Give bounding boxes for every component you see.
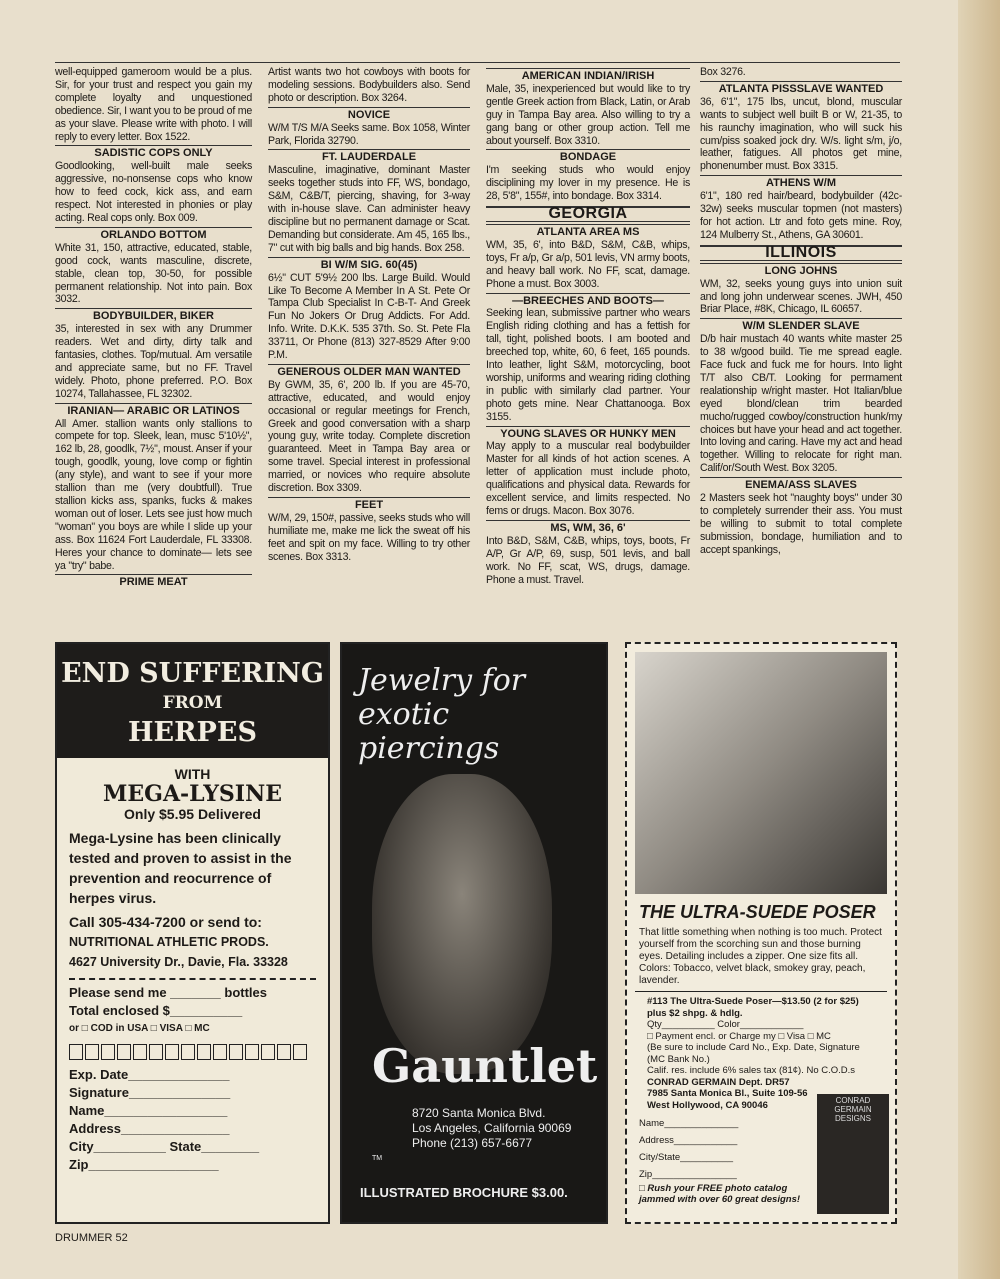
trademark: TM [372,1155,383,1162]
headline: FROM [162,693,223,713]
state-heading: ILLINOIS [700,245,902,261]
gauntlet-ad [340,642,608,1224]
ad-text: D/b hair mustach 40 wants white master 25 to 38 w/good build. Tie me spread eagle. Face fuck and fuck me for hours. Into light T/T also CB/T. Looking for permament realationship w/right master. Hot Italian/blue eyed blond/clean trim bearded mucho/rugged cowboy/construction hunk/my choices but have your head and act together. Into loving and caring. Have my act and head together. Willing to relocate for right man. Calif/or/South West. Box 3205. [700,333,902,475]
ad-text: May apply to a muscular real bodybuilder Master for all kinds of hot action scenes. A letter of application must include photo, qualifications and physical data. Rewards for excellent service, and limits respected. No fems or drugs. Macon. Box 3076. [486,440,690,517]
order-form [69,978,316,1174]
ad-text: Goodlooking, well-built male seeks aggressive, no-nonsense cops who know how to feed cock, kick ass, and earn respect. Not interested in phonies or play acting. Real cops only. Box 009. [55,160,252,224]
page-edge [958,0,1000,1279]
form-zip: Zip________________ [639,1169,737,1180]
ultra-suede-poser-ad [625,642,897,1224]
customer-fields [627,1115,817,1205]
headline: END SUFFERING [61,658,324,689]
ad-heading: AMERICAN INDIAN/IRISH [486,68,690,83]
ad-title: THE ULTRA-SUEDE POSER [639,902,876,922]
ad-heading: IRANIAN— ARABIC OR LATINOS [55,403,252,418]
address: 4627 University Dr., Davie, Fla. 33328 [69,955,288,969]
ad-text: 6½" CUT 5'9½ 200 lbs. Large Build. Would Like To Become A Member In A St. Pete Or Tampa Club Specialist In C-B-T- And Greek Fun No Jokers Or Drug Addicts. For Add. Info. Write. D.K.K. 535 37th. So. St. Pete Fla 33711, Or Phone (813) 327-8529 After 9:00 P.M. [268,271,470,362]
address-line: 7985 Santa Monica Bl., Suite 109-56 [647,1088,808,1099]
ad-header [57,644,328,758]
product-photo [635,652,887,894]
form-total: Total enclosed $__________ [69,1003,243,1018]
form-payment: or □ COD in USA □ VISA □ MC [69,1023,210,1034]
ad-text: W/M, 29, 150#, passive, seeks studs who will humiliate me, make me lick the sweat off his feet and spit on my face. Willing to try other scenes. Box 3313. [268,511,470,563]
claim: Mega-Lysine has been clinically tested and proven to assist in the prevention and reocurrence of herpes virus. [69,830,292,906]
ad-text: WM, 35, 6', into B&D, S&M, C&B, whips, toys, Fr a/p, Gr a/p, 501 levis, VN army boots, and heavy ball work. No FF, scat, damage. Phone a must. Box 3003. [486,238,690,290]
form-exp: Exp. Date______________ [69,1067,230,1082]
brochure-offer: ILLUSTRATED BROCHURE $3.00. [360,1185,568,1200]
form-address: Address____________ [639,1135,738,1146]
ad-text: By GWM, 35, 6', 200 lb. If you are 45-70, attractive, educated, and would enjoy occasional or regular meetings for French, Greek and good conversation with a sharp young guy, write today. Complete discretion guaranteed. Meet in Tampa Bay area or some travel. Special interest in professional married, or novices who require absolute discretion. Box 3309. [268,378,470,495]
phone: Call 305-434-7200 or send to: [69,914,262,930]
ad-heading: NOVICE [268,107,470,122]
herpes-ad [55,642,330,1224]
ad-heading: SADISTIC COPS ONLY [55,145,252,160]
ad-text: Box 3276. [700,66,746,78]
designs-logo: CONRAD GERMAIN DESIGNS [817,1094,889,1214]
ad-title: Jewelry for exotic piercings [358,663,526,766]
qty-color: Qty__________ Color____________ [647,1019,804,1030]
address-line: 8720 Santa Monica Blvd. [412,1106,546,1120]
column-2 [268,66,470,564]
ad-heading: ORLANDO BOTTOM [55,227,252,242]
catalog-offer: □ Rush your FREE photo catalog jammed with over 60 great designs! [639,1183,801,1205]
column-4 [700,66,902,557]
ad-text: All Amer. stallion wants only stallions to compete for top. Sleek, lean, musc 5'10½", 162 lb, 28, goodlk, 7½", moust. Anser if your tough, goodlk, young, love comp or fightin (any style), and want to see if your more stallion than me (very doubtfull). True stallion kicks ass, spanks, fucks & makes woman out of loser. Lets see just how much "woman" you boys are while I slide up your ass. Box 11624 Fort Lauderdale, FL 33308. Heres your chance to dominate— lets see ya "try" babe. [55,417,252,572]
ad-heading: FT. LAUDERDALE [268,149,470,164]
ad-heading: W/M SLENDER SLAVE [700,318,902,333]
form-zip: Zip__________________ [69,1157,219,1172]
ad-heading: GENEROUS OLDER MAN WANTED [268,364,470,379]
phone: Phone (213) 657-6677 [412,1136,533,1150]
ad-heading: BODYBUILDER, BIKER [55,308,252,323]
form-name: Name______________ [639,1118,739,1129]
address-line: West Hollywood, CA 90046 [647,1099,768,1111]
ad-text: Into B&D, S&M, C&B, whips, toys, boots, Fr A/P, Gr A/P, 69, susp, 501 levis, and ball work. No FF, scat, WS, drugs, damage. Phone a must. Travel. [486,534,690,586]
ad-heading: BONDAGE [486,149,690,164]
headline: HERPES [128,717,257,748]
ad-text: 35, interested in sex with any Drummer readers. Wet and dirty, dirty talk and fantasies, clothes. Top/mutual. Am versatile and appreciate same, but no FF. Travel widely. Photo, phone preferred. P.O. Box 10274, Tallahassee, FL 32302. [55,323,252,400]
description: That little something when nothing is too much. Protect yourself from the scorching sun and those burning eyes. Detailing includes a zipper. One size fits all. Colors: Tobacco, velvet black, smokey gray, peach, lavender. [639,927,882,986]
ad-text: Male, 35, inexperienced but would like to try gentle Greek action from Black, Latin, or Arab guy in Tampa Bay area. Also willing to try a gang bang or other group action. Tell me about yourself. Box 3310. [486,82,690,147]
form-name: Name_________________ [69,1103,228,1118]
ad-text: well-equipped gameroom would be a plus. Sir, for your trust and respect you gain my complete loyalty and unquestioned obedience. Sir, I want you to be proud of me as your slave. Please write with photo. I will reply to every letter. Box 1522. [55,66,252,143]
with-text: WITH [174,766,211,782]
ad-text: 2 Masters seek hot "naughty boys" under 30 to completely surrender their ass. You must be willing to submit to total complete submission, bondage, humiliation and to accept spankings, [700,492,902,556]
ad-heading: MS, WM, 36, 6' [486,520,690,535]
price: Only $5.95 Delivered [124,806,261,822]
ad-heading: ENEMA/ASS SLAVES [700,477,902,492]
ad-text: I'm seeking studs who would enjoy disciplining my lover in my presence. He is 28, 5'8", 155#, into bondage. Box 3314. [486,164,690,203]
ad-text: 36, 6'1", 175 lbs, uncut, blond, muscular wants to subject well built B or W, 21-35, to his raunchy imagination, who will suck his cum/piss soaked jock dry. W/s. light s/m, j/o, leather, fatigues. All photos get mine, phonenumber must. Box 3315. [700,95,902,173]
ad-heading: PRIME MEAT [55,574,252,589]
form-city: City__________ State________ [69,1139,260,1154]
ad-text: 6'1", 180 red hair/beard, bodybuilder (42c-32w) seeks muscular topmen (not masters) for hot action. Ltr and foto gets mine. Roy, 124 Mulberry St., Athens, GA 30601. [700,190,902,241]
form-address: Address_______________ [69,1121,230,1136]
ad-heading: BI W/M SIG. 60(45) [268,257,470,272]
top-rule [55,62,900,63]
ad-text: Artist wants two hot cowboys with boots for modeling sessions. Bodybuilders also. Send photo or description. Box 3264. [268,66,470,104]
ad-heading: ATLANTA AREA MS [486,224,690,239]
state-heading: GEORGIA [486,206,690,222]
ad-heading: LONG JOHNS [700,263,902,278]
ad-text: Seeking lean, submissive partner who wears English riding clothing and has a fettish for tall, tight, polished boots. I am booted and breeched top, white, 60, 6 feet, 165 pounds. Into leather, light S&M, motorcycling, boot worship, uniforms and wearing riding clothing in public with similarly clad partner. Your photo gets mine. Near Chattanooga. Box 3155. [486,307,690,423]
card-note: (Be sure to include Card No., Exp. Date, Signature (MC Bank No.) [647,1042,860,1065]
ad-heading: FEET [268,497,470,512]
ad-text: W/M T/S M/A Seeks same. Box 1058, Winter Park, Florida 32790. [268,121,470,147]
brand: MEGA-LYSINE [103,781,282,807]
form-bottles: Please send me _______ bottles [69,985,268,1000]
address-block [372,1106,572,1166]
tax-note: Calif. res. include 6% sales tax (81¢). No C.O.D.s [647,1065,856,1076]
ad-heading: ATLANTA PISSSLAVE WANTED [700,81,902,96]
page-footer: DRUMMER 52 [55,1232,128,1244]
gauntlet-logo: Gauntlet [372,1039,598,1093]
product-photo [372,774,552,1074]
order-line: #113 The Ultra-Suede Poser—$13.50 (2 for $25) plus $2 shpg. & hdlg. [647,996,859,1019]
ad-heading: ATHENS W/M [700,175,902,190]
payment: □ Payment encl. or Charge my □ Visa □ MC [647,1030,831,1042]
form-city: City/State__________ [639,1152,734,1163]
form-signature: Signature______________ [69,1085,231,1100]
column-1 [55,66,252,589]
address-line: Los Angeles, California 90069 [412,1121,572,1135]
company: CONRAD GERMAIN Dept. DR57 [647,1076,790,1088]
ad-text: Masculine, imaginative, dominant Master seeks together studs into FF, WS, bondago, S&M, C&B/T, piercing, shaving, for 3-way with in-house slave. Can administer heavy discipline but no permanent damage or Scat. Demanding but considerate. Am 45, 165 lbs., 7" cut with big balls and big hands. Box 258. [268,164,470,254]
ad-text: White 31, 150, attractive, educated, stable, good cock, wants masculine, discrete, stable, clean top, 30-50, for possible permanent relationship. Not into pain. Box 3032. [55,241,252,306]
ad-text: WM, 32, seeks young guys into union suit and long john underwear scenes. JWH, 450 Briar Place, #8K, Chicago, IL 60657. [700,277,902,316]
ad-heading: —BREECHES AND BOOTS— [486,293,690,308]
card-number-boxes [69,1044,316,1060]
column-3 [486,66,690,586]
company: NUTRITIONAL ATHLETIC PRODS. [69,935,269,949]
ad-heading: YOUNG SLAVES OR HUNKY MEN [486,426,690,441]
